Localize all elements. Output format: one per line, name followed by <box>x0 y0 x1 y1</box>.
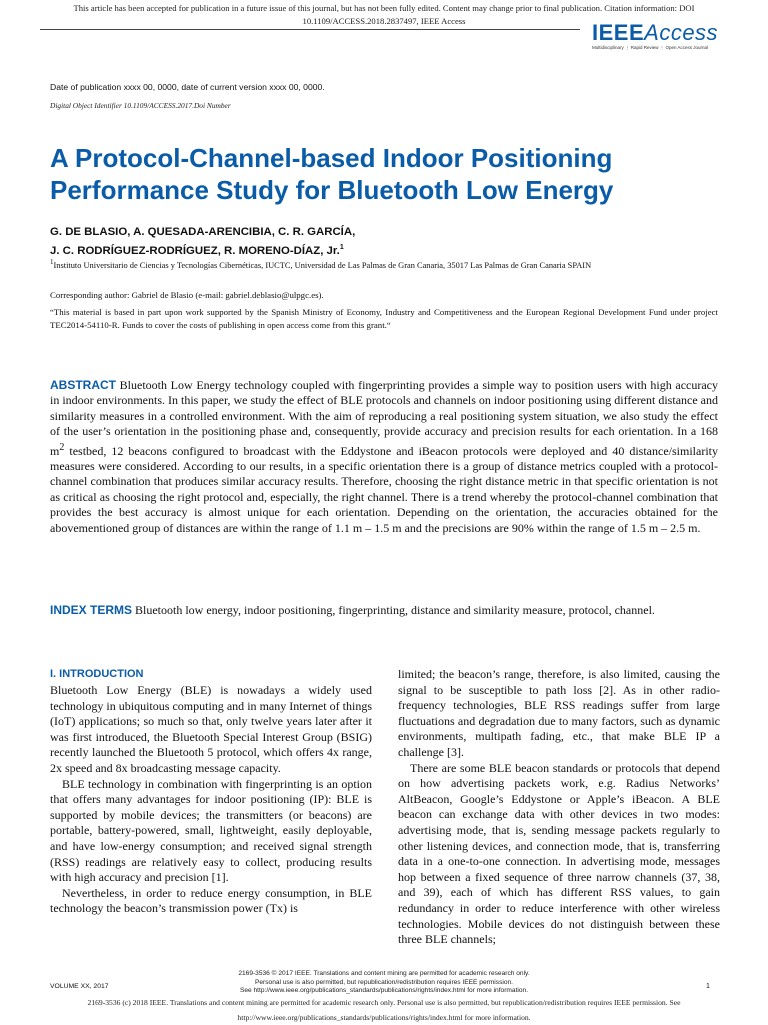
index-terms <box>50 603 718 618</box>
logo-tagline: Multidisciplinary ⋮ Rapid Review ⋮ Open Access Journal <box>592 45 709 50</box>
notice-line-1: This article has been accepted for publication in a future issue of this journal, but has not been fully edited. Content may change prior to final publication. Citation information: DOI <box>73 3 695 13</box>
abstract: ABSTRACT Bluetooth Low Energy technology coupled with fingerprinting provides a simple way to position users with high accuracy in indoor environments. In this paper, we study the effect of BLE protocols and channels on indoor positioning using different distance and similarity measures in a controlled environment. With the aim of reproducing a real positioning system situation, we also study the effect of the user’s orientation in the positioning phase and, consequently, provide accuracy and precision results for each orientation. In a 168 $m^2$ testbed, 12 beacons configured to broadcast with the Eddystone and iBeacon protocols were deployed and 40 distance/similarity measures were considered. According to our results, in a specific orientation there is a group of distance metrics coupled with a protocol-channel combination that produces similar accuracy results. Therefore, choosing the right distance metric in that specific orientation is not as critical as choosing the right protocol and, especially, the right channel. There is a trend whereby the protocol-channel combination that provides the best accuracy is almost unique for each orientation. Depending on the orientation, the accuracies obtained for the abovementioned group of distances are within the range of 1.1 m – 1.5 m and the precisions are 90% within the range of 1.5 m – 2.5 m. <box>50 378 718 535</box>
authors-line-1: G. DE BLASIO, A. QUESADA-ARENCIBIA, C. R. GARCÍA, <box>50 226 356 238</box>
volume-label: VOLUME XX, 2017 <box>50 983 109 990</box>
section-heading-introduction: I. INTRODUCTION <box>50 668 144 680</box>
right-column <box>398 667 720 948</box>
corresponding-author: Corresponding author: Gabriel de Blasio (e-mail: gabriel.deblasio@ulpgc.es). <box>50 290 324 300</box>
page-number: 1 <box>706 983 710 990</box>
left-column <box>50 683 372 917</box>
abstract-text: Bluetooth Low Energy technology coupled with fingerprinting provides a simple way to position users with high accuracy in indoor environments. In this paper, we study the effect of BLE protocols and channels on indoor positioning using different distance and similarity measures in a controlled environment. With the aim of reproducing a real positioning system situation, we also study the effect of the user’s orientation in the positioning phase and, consequently, provide accuracy and precision results for each orientation. In a 168 m <box>50 378 718 458</box>
doi-line: Digital Object Identifier 10.1109/ACCESS.2017.Doi Number <box>50 101 231 110</box>
abstract-text-cont: testbed, 12 beacons configured to broadcast with the Eddystone and iBeacon protocols were deployed and 40 distance/similarity measures were considered. According to our results, in a specific orientation there is a group of distance metrics coupled with a protocol-channel combination that produces similar accuracy results. Therefore, choosing the right distance metric in that specific orientation is not as critical as choosing the right protocol and, especially, the right channel. There is a trend whereby the protocol-channel combination that provides the best accuracy is almost unique for each orientation. Depending on the orientation, the accuracies obtained for the abovementioned group of distances are within the range of 1.1 m – 1.5 m and the precisions are 90% within the range of 1.5 m – 2.5 m. <box>50 443 718 535</box>
ieee-access-logo <box>592 22 732 51</box>
notice-line-2: 10.1109/ACCESS.2018.2837497, IEEE Access <box>302 16 466 26</box>
logo-access-text: Access <box>644 20 719 45</box>
paragraph: There are some BLE beacon standards or protocols that depend on how advertising packets work, e.g. Radius Networks’ AltBeacon, Google’s Eddystone or Apple’s iBeacon. A BLE beacon can exchange data with other devices in two modes: advertising mode, that is, sending message packets regularly to other listening devices, and connection mode, that is, transferring data in a one-to-one connection. In advertising mode, messages hop between a fixed sequence of three narrow channels (37, 38, and 39), each of which has different RSS values, to gain redundancy in order to reduce interference with other wireless technologies. Mobile devices do not distinguish between these three BLE channels; <box>398 760 720 947</box>
header-rule <box>40 29 580 30</box>
affiliation: $^1$Instituto Universitario de Ciencias y Tecnologías Cibernéticas, IUCTC, Universidad de Las Palmas de Gran Canaria, 35017 Las Palmas de Gran Canaria SPAIN <box>50 258 592 270</box>
paragraph: limited; the beacon’s range, therefore, is also limited, causing the signal to be susceptible to path loss [2]. As in other radio-frequency technologies, BLE RSS readings suffer from large fluctuations and degradation due to many factors, such as dynamic environments, multipath fading, etc., that make BLE IP a challenge [3]. <box>398 667 720 759</box>
index-terms-label: INDEX TERMS <box>50 603 133 617</box>
author-list <box>50 224 710 259</box>
publication-date: Date of publication xxxx 00, 0000, date of current version xxxx 00, 0000. <box>50 82 325 92</box>
logo-ieee-text: IEEE <box>592 20 645 45</box>
copyright-footer: 2169-3536 © 2017 IEEE. Translations and content mining are permitted for academic research only. Personal use is also permitted, but republication/redistribution requires IEEE permission. See http://www.ieee.org/publications_standards/publications/rights/index.html for more information. <box>238 970 530 995</box>
paragraph: Bluetooth Low Energy (BLE) is nowadays a widely used technology in ubiquitous computing and in many Internet of things (IoT) applications; so much so that, only twelve years later after it was first introduced, the Bluetooth Special Interest Group (BSIG) recently launched the Bluetooth 5 protocol, which offers 4x range, 2x speed and 8x broadcasting message capacity. <box>50 683 372 775</box>
paper-title: A Protocol-Channel-based Indoor Positioning Performance Study for Bluetooth Low Energy <box>50 143 614 205</box>
abstract-label: ABSTRACT <box>50 378 116 392</box>
bottom-notice: 2169-3536 (c) 2018 IEEE. Translations and content mining are permitted for academic research only. Personal use is also permitted, but republication/redistribution requires IEEE permission. See http://www.ieee.org/publications_standards/publications/rights/index.html for more information. <box>87 998 681 1022</box>
funding-note: “This material is based in part upon work supported by the Spanish Ministry of Economy, Industry and Competitiveness and the European Regional Development Fund under project TEC2014-54110-R. Funds to cover the costs of publishing in open access come from this grant.“ <box>50 307 718 330</box>
authors-line-2: J. C. RODRÍGUEZ-RODRÍGUEZ, R. MORENO-DÍAZ, Jr.$^1$ <box>50 244 344 257</box>
index-terms-text: Bluetooth low energy, indoor positioning, fingerprinting, distance and similarity measure, protocol, channel. <box>135 603 655 617</box>
paragraph: Nevertheless, in order to reduce energy consumption, in BLE technology the beacon’s transmission power (Tx) is <box>50 885 372 916</box>
paragraph: BLE technology in combination with fingerprinting is an option that offers many advantages for indoor positioning (IP): BLE is supported by mobile devices; the transmitters (or beacons) are portable, battery-powered, small, lightweight, easily deployable, and have low-energy consumption; and received signal strength (RSS) readings are relatively easy to collect, producing results with high accuracy and precision [1]. <box>50 776 372 885</box>
